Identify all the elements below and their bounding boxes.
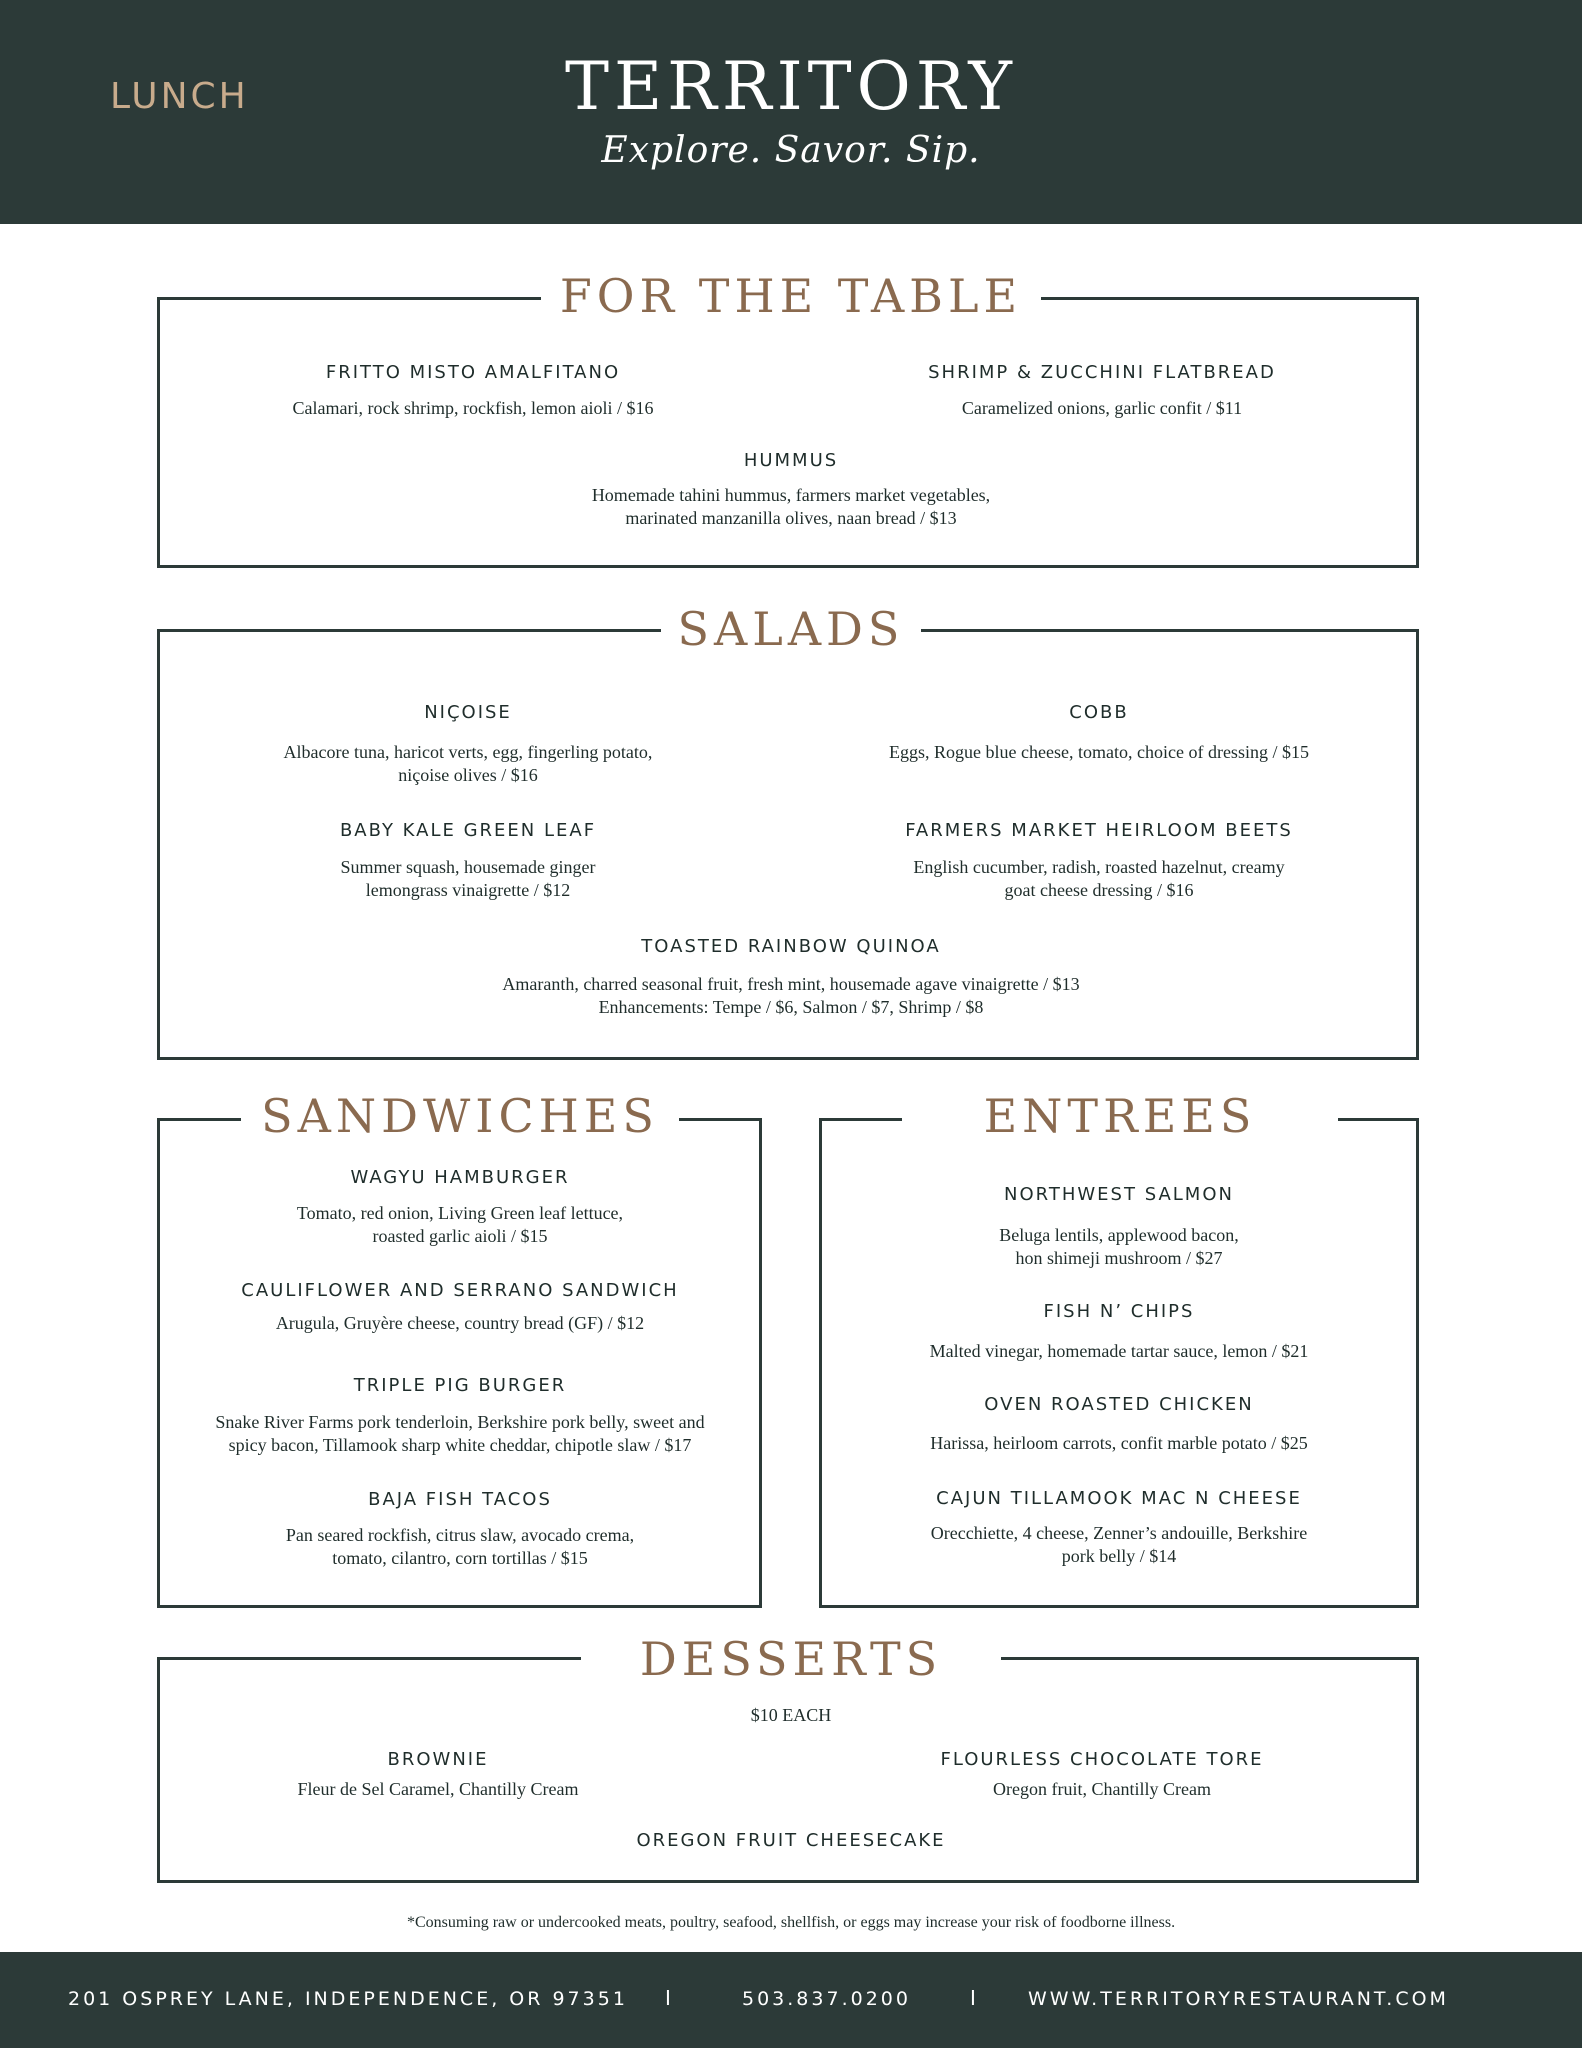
menu-item-name: OREGON FRUIT CHEESECAKE: [636, 1830, 946, 1851]
menu-item-name: FISH N’ CHIPS: [1043, 1301, 1195, 1322]
footer-phone: 503.837.0200: [742, 1988, 911, 2010]
menu-item-desc: niçoise olives / $16: [398, 765, 538, 785]
menu-item-name: TRIPLE PIG BURGER: [353, 1375, 567, 1396]
sandwiches-title: SANDWICHES: [241, 1088, 679, 1144]
footer-band: [0, 1952, 1582, 2048]
menu-item-desc: marinated manzanilla olives, naan bread / $13: [625, 508, 957, 528]
menu-item-name: WAGYU HAMBURGER: [350, 1167, 570, 1188]
menu-item-desc: Beluga lentils, applewood bacon,: [999, 1225, 1239, 1245]
menu-item-name: NORTHWEST SALMON: [1004, 1184, 1234, 1205]
header-band: [0, 0, 1582, 224]
menu-item-name: NIÇOISE: [424, 702, 512, 723]
footer-website[interactable]: WWW.TERRITORYRESTAURANT.COM: [1028, 1988, 1449, 2010]
menu-item-desc: Oregon fruit, Chantilly Cream: [993, 1779, 1211, 1799]
menu-item-name: OVEN ROASTED CHICKEN: [984, 1394, 1254, 1415]
menu-item-desc: English cucumber, radish, roasted hazelnut, creamy: [913, 857, 1285, 877]
brand-logo: TERRITORY: [564, 48, 1018, 125]
menu-item-desc: Tomato, red onion, Living Green leaf lettuce,: [296, 1203, 624, 1223]
salads-title: SALADS: [661, 601, 921, 657]
menu-item-desc: lemongrass vinaigrette / $12: [365, 880, 571, 900]
meal-label: LUNCH: [110, 76, 249, 117]
entrees-title: ENTREES: [902, 1088, 1338, 1144]
menu-item-desc: Orecchiette, 4 cheese, Zenner’s andouille, Berkshire: [930, 1523, 1308, 1543]
menu-item-desc: Amaranth, charred seasonal fruit, fresh mint, housemade agave vinaigrette / $13: [502, 974, 1080, 994]
footer-separator: I: [665, 1986, 671, 2010]
menu-item-name: CAULIFLOWER AND SERRANO SANDWICH: [241, 1280, 679, 1301]
menu-item-desc: Calamari, rock shrimp, rockfish, lemon aioli / $16: [292, 398, 654, 418]
menu-item-name: TOASTED RAINBOW QUINOA: [641, 936, 941, 957]
food-safety-disclaimer: *Consuming raw or undercooked meats, poultry, seafood, shellfish, or eggs may increase your risk of foodborne illness.: [406, 1914, 1176, 1931]
menu-item-desc: Pan seared rockfish, citrus slaw, avocado crema,: [285, 1525, 635, 1545]
menu-item-desc: Caramelized onions, garlic confit / $11: [961, 398, 1243, 418]
menu-item-desc: Harissa, heirloom carrots, confit marble potato / $25: [930, 1433, 1308, 1453]
brand-tagline: Explore. Savor. Sip.: [601, 130, 981, 171]
for-the-table-title: FOR THE TABLE: [541, 268, 1041, 324]
menu-item-desc: Homemade tahini hummus, farmers market vegetables,: [591, 485, 991, 505]
menu-item-desc: spicy bacon, Tillamook sharp white cheddar, chipotle slaw / $17: [228, 1435, 692, 1455]
menu-item-name: BAJA FISH TACOS: [368, 1489, 552, 1510]
menu-item-name: BABY KALE GREEN LEAF: [339, 820, 597, 841]
menu-item-name: BROWNIE: [387, 1749, 489, 1770]
menu-item-desc: goat cheese dressing / $16: [1004, 880, 1194, 900]
menu-item-desc: pork belly / $14: [1061, 1546, 1177, 1566]
desserts-price-note: $10 EACH: [750, 1705, 832, 1725]
menu-item-desc: hon shimeji mushroom / $27: [1015, 1248, 1223, 1268]
footer-address: 201 OSPREY LANE, INDEPENDENCE, OR 97351: [68, 1988, 628, 2010]
menu-item-desc: Summer squash, housemade ginger: [340, 857, 596, 877]
menu-item-desc: Enhancements: Tempe / $6, Salmon / $7, Shrimp / $8: [598, 997, 984, 1017]
menu-item-desc: Eggs, Rogue blue cheese, tomato, choice of dressing / $15: [889, 742, 1309, 762]
desserts-title: DESSERTS: [581, 1631, 1001, 1687]
menu-item-desc: Arugula, Gruyère cheese, country bread (GF) / $12: [275, 1313, 645, 1333]
menu-item-desc: roasted garlic aioli / $15: [372, 1226, 548, 1246]
menu-item-name: COBB: [1069, 702, 1129, 723]
menu-item-desc: Snake River Farms pork tenderloin, Berkshire pork belly, sweet and: [215, 1412, 705, 1432]
menu-item-desc: Albacore tuna, haricot verts, egg, fingerling potato,: [283, 742, 653, 762]
menu-item-desc: Fleur de Sel Caramel, Chantilly Cream: [297, 1779, 579, 1799]
menu-item-desc: tomato, cilantro, corn tortillas / $15: [332, 1548, 588, 1568]
menu-item-name: CAJUN TILLAMOOK MAC N CHEESE: [936, 1488, 1302, 1509]
menu-item-name: HUMMUS: [743, 450, 839, 471]
menu-item-name: FRITTO MISTO AMALFITANO: [325, 362, 621, 383]
menu-item-name: FARMERS MARKET HEIRLOOM BEETS: [905, 820, 1293, 841]
footer-separator: I: [970, 1986, 976, 2010]
menu-item-desc: Malted vinegar, homemade tartar sauce, lemon / $21: [929, 1341, 1309, 1361]
menu-item-name: SHRIMP & ZUCCHINI FLATBREAD: [928, 362, 1276, 383]
menu-item-name: FLOURLESS CHOCOLATE TORE: [940, 1749, 1264, 1770]
